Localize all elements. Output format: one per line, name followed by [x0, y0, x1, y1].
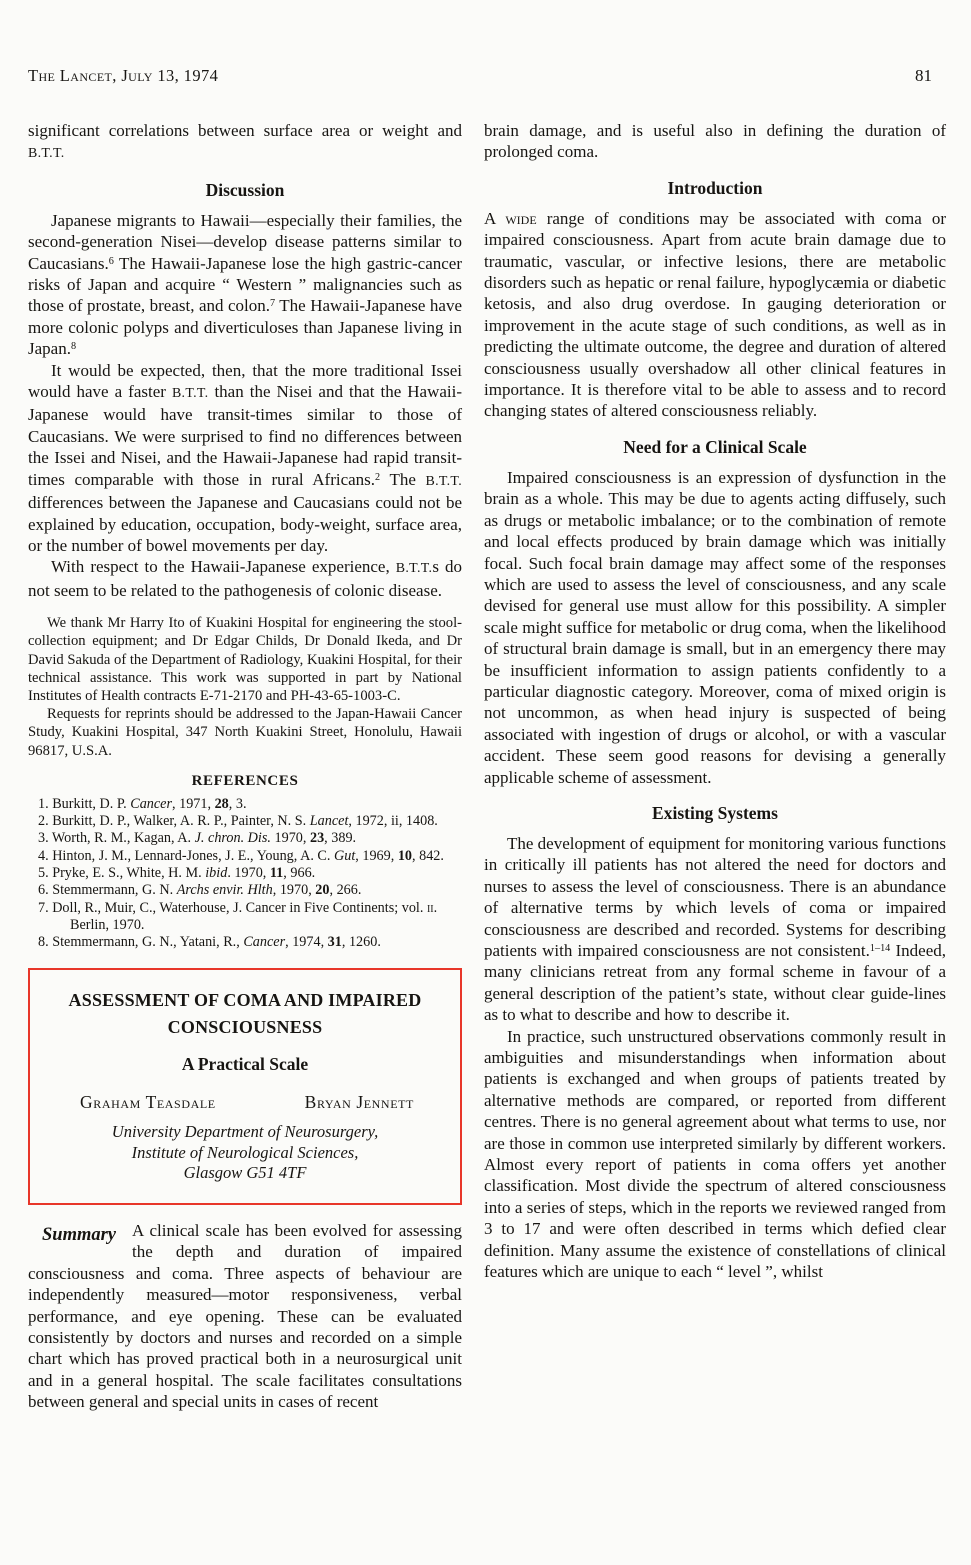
two-column-layout [28, 120, 946, 1413]
discussion-paragraph-1: Japanese migrants to Hawaii—especially their families, the second-generation Nisei—develop disease patterns similar to Caucasians.$^6$ The Hawaii-Japanese lose the high gastric-cancer risks of Japan and acquire “ Western ” malignancies such as those of prostate, breast, and colon.$^7$ The Hawaii-Japanese have more colonic polyps and diverticuloses than Japanese living in Japan.$^8$ [28, 210, 462, 359]
summary-section [28, 1220, 462, 1413]
author-name: Graham Teasdale [80, 1092, 216, 1113]
section-heading-existing-systems: Existing Systems [652, 802, 778, 823]
page-number: 81 [915, 66, 932, 85]
discussion-paragraph-3: With respect to the Hawaii-Japanese experience, B.T.T.s do not seem to be related to the pathogenesis of colonic disease. [28, 557, 462, 600]
reference-item: 1. Burkitt, D. P. Cancer, 1971, 28, 3. [38, 795, 247, 812]
reference-item: 7. Doll, R., Muir, C., Waterhouse, J. Cancer in Five Continents; vol. ii. Berlin, 1970. [38, 899, 438, 933]
author-name: Bryan Jennett [304, 1092, 414, 1113]
reference-item: 5. Pryke, E. S., White, H. M. ibid. 1970, 11, 966. [38, 864, 316, 881]
article-title-line2: CONSCIOUSNESS [167, 1017, 323, 1038]
affiliation-line: Glasgow G51 4TF [183, 1163, 307, 1183]
acknowledgment-paragraph: We thank Mr Harry Ito of Kuakini Hospital for engineering the stool-collection equipment; and Dr Edgar Childs, Dr Donald Ikeda, and Dr David Sakuda of the Department of Radiology, Kuakini Hospital, for their technical assistance. This work was supported in part by National Institutes of Health contracts E-71-2170 and PH-43-65-1003-C. [28, 615, 462, 704]
acknowledgment-block [28, 614, 462, 760]
reference-item: 2. Burkitt, D. P., Walker, A. R. P., Painter, N. S. Lancet, 1972, ii, 1408. [38, 813, 438, 830]
reprints-paragraph: Requests for reprints should be addressed to the Japan-Hawaii Cancer Study, Kuakini Hospital, 347 North Kuakini Street, Honolulu, Hawaii 96817, U.S.A. [28, 706, 462, 759]
summary-paragraph: A clinical scale has been evolved for assessing the depth and duration of impaired consciousness and coma. Three aspects of behaviour are independently measured—motor responsiveness, verbal performance, and eye opening. These can be evaluated consistently by doctors and nurses and recorded on a simple chart which has proved practical both in a neurosurgical unit and in a general hospital. The scale facilitates consultations between general and special units in cases of recent [28, 1220, 462, 1412]
section-heading-need-for-clinical-scale: Need for a Clinical Scale [623, 436, 807, 457]
existing-systems-paragraph-2: In practice, such unstructured observations commonly result in ambiguities and misunderstandings when information about patients is exchanged and when groups of patients treated by alternative methods are compared, or reported from different centres. There is no general agreement about what terms to use, nor are those in common use interpreted similarly by different workers. Almost every report of patients in coma offers yet another classification. Most divide the spectrum of altered consciousness into a series of steps, which in the reports we reviewed ranged from 3 to 17 and were often described in terms which defied clear definition. Many assume the existence of constellations of clinical features which are unique to each “ level ”, whilst [484, 1026, 946, 1282]
references-heading: REFERENCES [191, 772, 299, 789]
section-heading-introduction: Introduction [667, 177, 763, 198]
need-for-scale-paragraph: Impaired consciousness is an expression of dysfunction in the brain as a whole. This may be due to agents acting diffusely, such as drugs or metabolic imbalance; or to the combination of remote and local effects produced by brain damage which was initially focal. Such focal brain damage may affect some of the responses which are used to assess the level of consciousness, and any scale devised for general use must allow for this possibility. A simpler scale might suffice for metabolic or drug coma, when the likelihood of structural brain damage is small, but in an emergency there may be insufficient information to assign patients confidently to a particular diagnostic category. Moreover, coma of mixed origin is not uncommon, as when head injury is suspected of being associated with ingestion of drugs or alcohol, or with a vascular accident. These seem good reasons for devising a generally applicable scheme of assessment. [484, 467, 946, 787]
reference-item: 4. Hinton, J. M., Lennard-Jones, J. E., Young, A. C. Gut, 1969, 10, 842. [38, 847, 444, 864]
references-list [28, 796, 462, 952]
section-heading-discussion: Discussion [205, 179, 285, 200]
continuation-paragraph: brain damage, and is useful also in defining the duration of prolonged coma. [484, 121, 946, 162]
journal-masthead: The Lancet, July 13, 1974 [28, 66, 219, 85]
article-title-line1: ASSESSMENT OF COMA AND IMPAIRED [68, 990, 422, 1011]
reference-item: 6. Stemmermann, G. N. Archs envir. Hlth, 1970, 20, 266. [38, 882, 362, 899]
page-header [28, 66, 946, 86]
authors-row [50, 1092, 440, 1113]
left-column [28, 120, 462, 1413]
existing-systems-paragraph-1: The development of equipment for monitoring various functions in critically ill patients has not altered the need for doctors and nurses to assess the level of consciousness. There is an abundance of alternative terms by which levels of coma or impaired consciousness are described and recorded. Systems for describing patients with impaired consciousness are not consistent.$^{1-14}$ Indeed, many clinicians retreat from any formal scheme in favour of a general description of the patient’s state, without clear guide-lines as to what to describe and how to describe it. [484, 833, 946, 1025]
reference-item: 3. Worth, R. M., Kagan, A. J. chron. Dis. 1970, 23, 389. [38, 830, 357, 847]
article-title [50, 987, 440, 1041]
introduction-paragraph: A wide range of conditions may be associated with coma or impaired consciousness. Apart from acute brain damage due to traumatic, vascular, or infective lesions, there are metabolic disorders such as hepatic or renal failure, hypoglycæmia or diabetic ketosis, and also drug overdose. In gauging deterioration or improvement in the acute stage of such conditions, as well as in predicting the ultimate outcome, the degree and duration of altered consciousness usually overshadow all other clinical features in importance. It is therefore vital to be able to assess and to record changing states of altered consciousness reliably. [484, 208, 946, 421]
summary-label: Summary [42, 1224, 117, 1245]
affiliation-line: University Department of Neurosurgery, [111, 1122, 379, 1142]
affiliation-line: Institute of Neurological Sciences, [131, 1142, 359, 1162]
article-title-box [28, 968, 462, 1205]
continuation-paragraph: significant correlations between surface area or weight and B.T.T. [28, 121, 462, 162]
article-subtitle: A Practical Scale [181, 1054, 309, 1075]
reference-item: 8. Stemmermann, G. N., Yatani, R., Cancer, 1974, 31, 1260. [38, 934, 381, 951]
affiliation [50, 1122, 440, 1184]
discussion-paragraph-2: It would be expected, then, that the more traditional Issei would have a faster B.T.T. than the Nisei and that the Hawaii-Japanese would have transit-times similar to those of Caucasians. We were surprised to find no differences between the Issei and Nisei, and the Hawaii-Japanese had rapid transit-times comparable with those in rural Africans.$^2$ The B.T.T. differences between the Japanese and Caucasians could not be explained by education, occupation, body-weight, surface area, or the number of bowel movements per day. [28, 360, 463, 555]
right-column [484, 120, 946, 1413]
